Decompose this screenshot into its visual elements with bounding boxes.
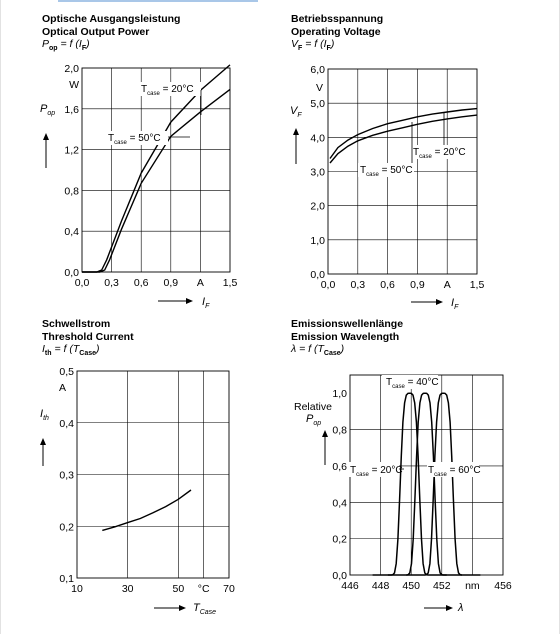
c4-y-arrow-head — [322, 430, 328, 437]
c4-y-tick-label: 0,8 — [332, 424, 347, 437]
c3-y-symbol: $I_{th}$ — [40, 408, 49, 422]
c2-x-tick-label: 1,5 — [469, 279, 485, 291]
chart-operating-voltage — [280, 0, 560, 317]
c3-y-tick-label: 0,4 — [59, 417, 74, 430]
c1-y-tick-label: 1,6 — [64, 103, 79, 116]
c2-x-tick-label: A — [443, 279, 451, 291]
c3-y-tick-label: 0,5 — [59, 366, 74, 378]
c3-y-tick-label: 0,3 — [59, 469, 74, 482]
c3-x-tick-label: 30 — [121, 583, 134, 595]
c2-annotation-20c: $T_{case} = 20^\circ C$ — [413, 147, 466, 160]
c1-x-tick-label: 0,3 — [104, 277, 119, 289]
c4-y-tick-label: 0,2 — [332, 533, 347, 546]
c1-y-tick-label: 0,8 — [64, 185, 79, 198]
c4-y-tick-label: 1,0 — [332, 388, 347, 401]
c4-y-tick-label: 0,6 — [332, 460, 347, 473]
c3-y-arrow-head — [40, 438, 46, 445]
c2-y-tick-label: 2,0 — [310, 200, 325, 213]
c1-x-tick-label: 1,5 — [222, 277, 238, 289]
chart4-function: λ = f $(T_{Case})$ — [291, 343, 345, 358]
c2-annotation-50c: $T_{case} = 50^\circ C$ — [360, 165, 413, 178]
c1-y-symbol: $P_{op}$ — [40, 103, 56, 117]
chart2-title-de: Betriebsspannung — [291, 13, 384, 25]
c1-x-tick-label: 0,6 — [133, 277, 149, 289]
chart1-title-de: Optische Ausgangsleistung — [42, 13, 181, 25]
c1-y-tick-label: 2,0 — [64, 63, 79, 75]
c4-x-tick-label: 450 — [402, 580, 420, 592]
c4-x-tick-label: 448 — [371, 580, 390, 592]
chart4-title-de: Emissionswellenlänge — [291, 318, 404, 330]
c3-y-tick-label: 0,2 — [59, 521, 74, 534]
chart-threshold-current — [0, 317, 280, 634]
c2-x-tick-label: 0,3 — [350, 279, 366, 291]
chart-optical-output-power — [0, 0, 280, 317]
c4-annotation-40c: $T_{case} = 40^\circ C$ — [386, 377, 439, 390]
c2-y-symbol: $V_F$ — [290, 105, 302, 119]
c1-plot-area — [82, 68, 230, 272]
c4-x-tick-label: 452 — [433, 580, 451, 592]
c2-y-arrow-head — [293, 128, 299, 135]
c2-x-arrow-head — [436, 299, 443, 305]
c2-x-tick-label: 0,9 — [410, 279, 425, 291]
c4-x-tick-label: 456 — [494, 580, 512, 592]
chart2-function: $V_F = f$ $(I_F)$ — [291, 38, 335, 53]
c3-y-tick-label: 0,1 — [59, 573, 74, 585]
chart2-title-en: Operating Voltage — [291, 25, 381, 38]
chart3-title-en: Threshold Current — [42, 330, 134, 343]
chart3-function: $I_{th} = f$ $(T_{Case})$ — [42, 343, 100, 358]
c4-x-tick-label: nm — [465, 580, 480, 592]
c4-x-tick-label: 446 — [341, 580, 359, 592]
c1-x-symbol: $I_F$ — [202, 296, 210, 310]
c1-y-tick-label: 1,2 — [64, 144, 79, 157]
c2-y-tick-label: 0,0 — [310, 269, 325, 281]
c4-annotation-60c: $T_{case} = 60^\circ C$ — [428, 465, 481, 478]
c2-y-tick-label: 5,0 — [310, 98, 325, 111]
c2-x-tick-label: 0,6 — [380, 279, 395, 291]
c1-x-tick-label: A — [196, 277, 204, 289]
c3-x-arrow-head — [179, 605, 186, 611]
c1-y-unit: W — [69, 79, 79, 91]
c3-x-tick-label: 50 — [172, 583, 185, 595]
c1-y-tick-label: 0,4 — [64, 226, 79, 239]
c1-annotation-50c: $T_{case} = 50^\circ C$ — [108, 133, 161, 146]
c2-y-tick-label: 3,0 — [310, 166, 325, 179]
c2-x-symbol: $I_F$ — [451, 297, 459, 311]
c1-x-tick-label: 0,0 — [74, 277, 90, 289]
c4-annotation-20c: $T_{case} = 20^\circ C$ — [350, 465, 403, 478]
c2-x-tick-label: 0,0 — [320, 279, 336, 291]
c1-annotation-20c: $T_{case} = 20^\circ C$ — [141, 84, 194, 97]
c4-y-tick-label: 0,4 — [332, 497, 347, 510]
c3-x-symbol: $T_{Case}$ — [193, 602, 217, 616]
c3-y-unit: A — [58, 382, 66, 394]
c2-y-tick-label: 4,0 — [310, 132, 325, 145]
c3-x-tick-label: 70 — [223, 583, 235, 595]
c1-x-arrow-head — [186, 298, 193, 304]
c4-x-symbol: λ — [458, 602, 464, 614]
c4-x-arrow-head — [446, 605, 453, 611]
c1-y-tick-label: 0,0 — [64, 267, 79, 279]
chart-emission-wavelength — [280, 317, 560, 634]
c4-y-prefix: Relative — [294, 401, 332, 413]
chart3-title-de: Schwellstrom — [42, 318, 111, 330]
chart1-function: $P_{op} = f$ $(I_F)$ — [42, 38, 90, 53]
c2-y-tick-label: 1,0 — [310, 234, 325, 247]
c1-x-tick-label: 0,9 — [163, 277, 179, 289]
c2-y-unit: V — [315, 82, 323, 94]
c4-y-tick-label: 0,0 — [332, 570, 347, 582]
chart1-title-en: Optical Output Power — [42, 25, 150, 38]
c3-x-tick-label: 10 — [71, 583, 83, 595]
c1-y-arrow-head — [43, 133, 49, 140]
c3-x-tick-label: °C — [197, 583, 210, 595]
chart4-title-en: Emission Wavelength — [291, 330, 400, 343]
c4-y-symbol: $P_{op}$ — [306, 413, 322, 427]
c2-y-tick-label: 6,0 — [310, 64, 325, 76]
